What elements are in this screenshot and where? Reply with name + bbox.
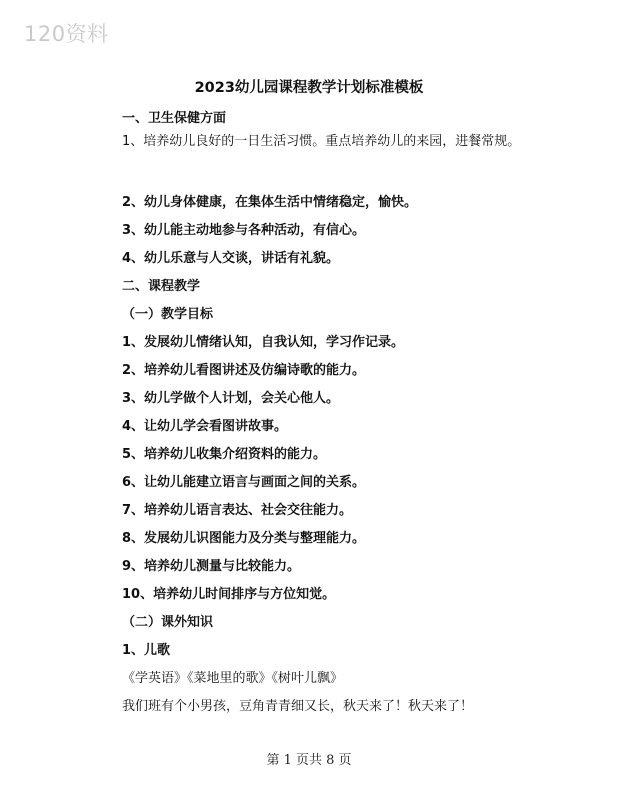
goal-item: 9、培养幼儿测量与比较能力。 [122,559,301,574]
goal-item: 8、发展幼儿识图能力及分类与整理能力。 [122,531,366,546]
hygiene-item-4: 4、幼儿乐意与人交谈，讲话有礼貌。 [122,251,340,266]
subheading-extracurricular: （二）课外知识 [122,615,214,630]
hygiene-item-3: 3、幼儿能主动地参与各种活动，有信心。 [122,223,366,238]
goal-item: 3、幼儿学做个人计划，会关心他人。 [122,391,340,406]
rhyme-line: 我们班有个小男孩，豆角青青细又长，秋天来了！秋天来了！ [122,699,474,714]
rhyme-titles: 《学英语》《菜地里的歌》《树叶儿飘》 [122,671,344,686]
section-heading-hygiene: 一、卫生保健方面 [122,111,227,126]
section-heading-curriculum: 二、课程教学 [122,279,201,294]
watermark: 120资料 [24,22,109,46]
goal-item: 1、发展幼儿情绪认知，自我认知，学习作记录。 [122,335,405,350]
goal-item: 10、培养幼儿时间排序与方位知觉。 [122,587,336,602]
rhyme-heading: 1、儿歌 [122,643,171,658]
subheading-teaching-goals: （一）教学目标 [122,307,214,322]
goal-item: 7、培养幼儿语言表达、社会交往能力。 [122,503,353,518]
hygiene-item-1: 1、培养幼儿良好的一日生活习惯。重点培养幼儿的来园，进餐常规。 [122,134,521,149]
hygiene-item-2: 2、幼儿身体健康，在集体生活中情绪稳定，愉快。 [122,195,418,210]
goal-item: 2、培养幼儿看图讲述及仿编诗歌的能力。 [122,363,366,378]
page-footer: 第 1 页共 8 页 [266,753,352,768]
goal-item: 6、让幼儿能建立语言与画面之间的关系。 [122,475,366,490]
document-title: 2023幼儿园课程教学计划标准模板 [194,80,424,96]
goal-item: 4、让幼儿学会看图讲故事。 [122,419,288,434]
goal-item: 5、培养幼儿收集介绍资料的能力。 [122,447,327,462]
